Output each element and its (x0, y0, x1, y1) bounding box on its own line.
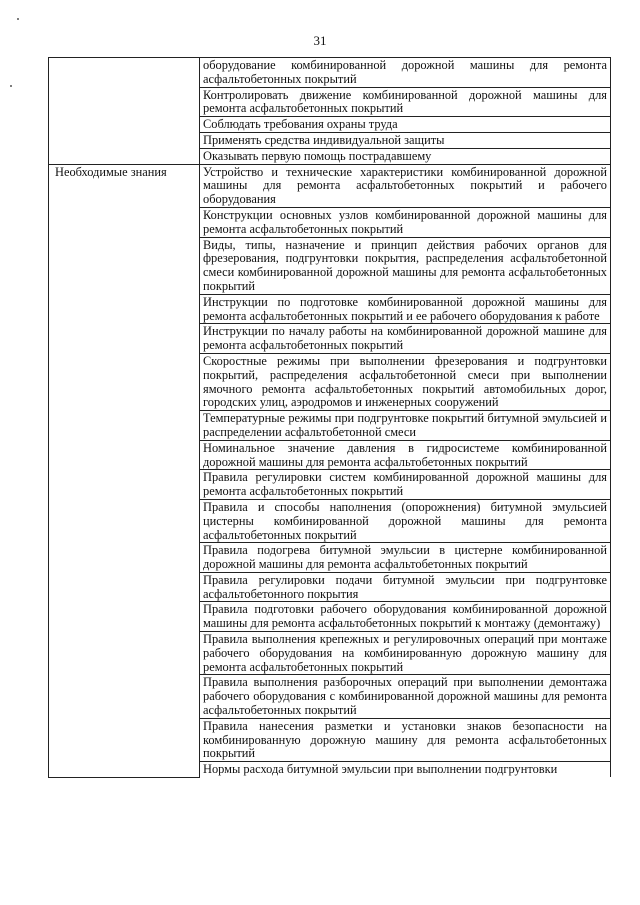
list-item: Правила регулировки подачи битумной эмульсии при подгрунтовке асфальтобетонного покрытия (200, 572, 611, 602)
list-item: Конструкции основных узлов комбинированной дорожной машины для ремонта асфальтобетонных покрытий (200, 207, 611, 237)
section-label (49, 58, 200, 165)
list-item: Правила нанесения разметки и установки знаков безопасности на комбинированную дорожную машину для ремонта асфальтобетонных покрытий (200, 718, 611, 761)
list-item: Правила и способы наполнения (опорожнения) битумной эмульсией цистерны комбинированной дорожной машины для ремонта асфальтобетонных покрытий (200, 499, 611, 542)
list-item: Скоростные режимы при выполнении фрезерования и подгрунтовки покрытий, распределения асфальтобетонной смеси при выполнении ямочного ремонта асфальтобетонных покрытий автомобильных дорог, городских улиц, аэродромов и инженерных сооружений (200, 353, 611, 410)
list-item: Правила выполнения разборочных операций при выполнении демонтажа рабочего оборудования с комбинированной дорожной машины для ремонта асфальтобетонных покрытий (200, 675, 611, 718)
list-item: Оказывать первую помощь пострадавшему (200, 148, 611, 164)
table-row (49, 58, 611, 88)
list-item: Виды, типы, назначение и принцип действия рабочих органов для фрезерования, подгрунтовки покрытия, распределения асфальтобетонной смеси комбинированной дорожной машины для ремонта асфальтобетонных покрытий (200, 237, 611, 294)
requirements-table-body (49, 58, 611, 778)
list-item: Номинальное значение давления в гидросистеме комбинированной дорожной машины для ремонта асфальтобетонных покрытий (200, 440, 611, 470)
list-item: Правила подогрева битумной эмульсии в цистерне комбинированной дорожной машины для ремонта асфальтобетонных покрытий (200, 543, 611, 573)
list-item: Инструкции по подготовке комбинированной дорожной машины для ремонта асфальтобетонных покрытий и ее рабочего оборудования к работе (200, 294, 611, 324)
scan-speck (10, 85, 12, 87)
requirements-table (48, 57, 611, 778)
list-item: Правила регулировки систем комбинированной дорожной машины для ремонта асфальтобетонных покрытий (200, 470, 611, 500)
list-item: Правила подготовки рабочего оборудования комбинированной дорожной машины для ремонта асфальтобетонных покрытий к монтажу (демонтажу) (200, 602, 611, 632)
scan-speck (17, 18, 19, 20)
list-item: Правила выполнения крепежных и регулировочных операций при монтаже рабочего оборудования на комбинированную дорожную машину для ремонта асфальтобетонных покрытий (200, 632, 611, 675)
list-item: Контролировать движение комбинированной дорожной машины для ремонта асфальтобетонных покрытий (200, 87, 611, 117)
page-number: 31 (313, 33, 327, 48)
list-item: Температурные режимы при подгрунтовке покрытий битумной эмульсией и распределении асфальтобетонной смеси (200, 411, 611, 441)
list-item: Соблюдать требования охраны труда (200, 117, 611, 133)
section-label: Необходимые знания (49, 164, 200, 777)
list-item: Инструкции по началу работы на комбинированной дорожной машине для ремонта асфальтобетонных покрытий (200, 324, 611, 354)
list-item: оборудование комбинированной дорожной машины для ремонта асфальтобетонных покрытий (200, 58, 611, 88)
table-row (49, 164, 611, 207)
list-item: Устройство и технические характеристики комбинированной дорожной машины для ремонта асфальтобетонных покрытий и рабочего оборудования (200, 164, 611, 207)
list-item: Применять средства индивидуальной защиты (200, 132, 611, 148)
list-item: Нормы расхода битумной эмульсии при выполнении подгрунтовки (200, 762, 611, 777)
